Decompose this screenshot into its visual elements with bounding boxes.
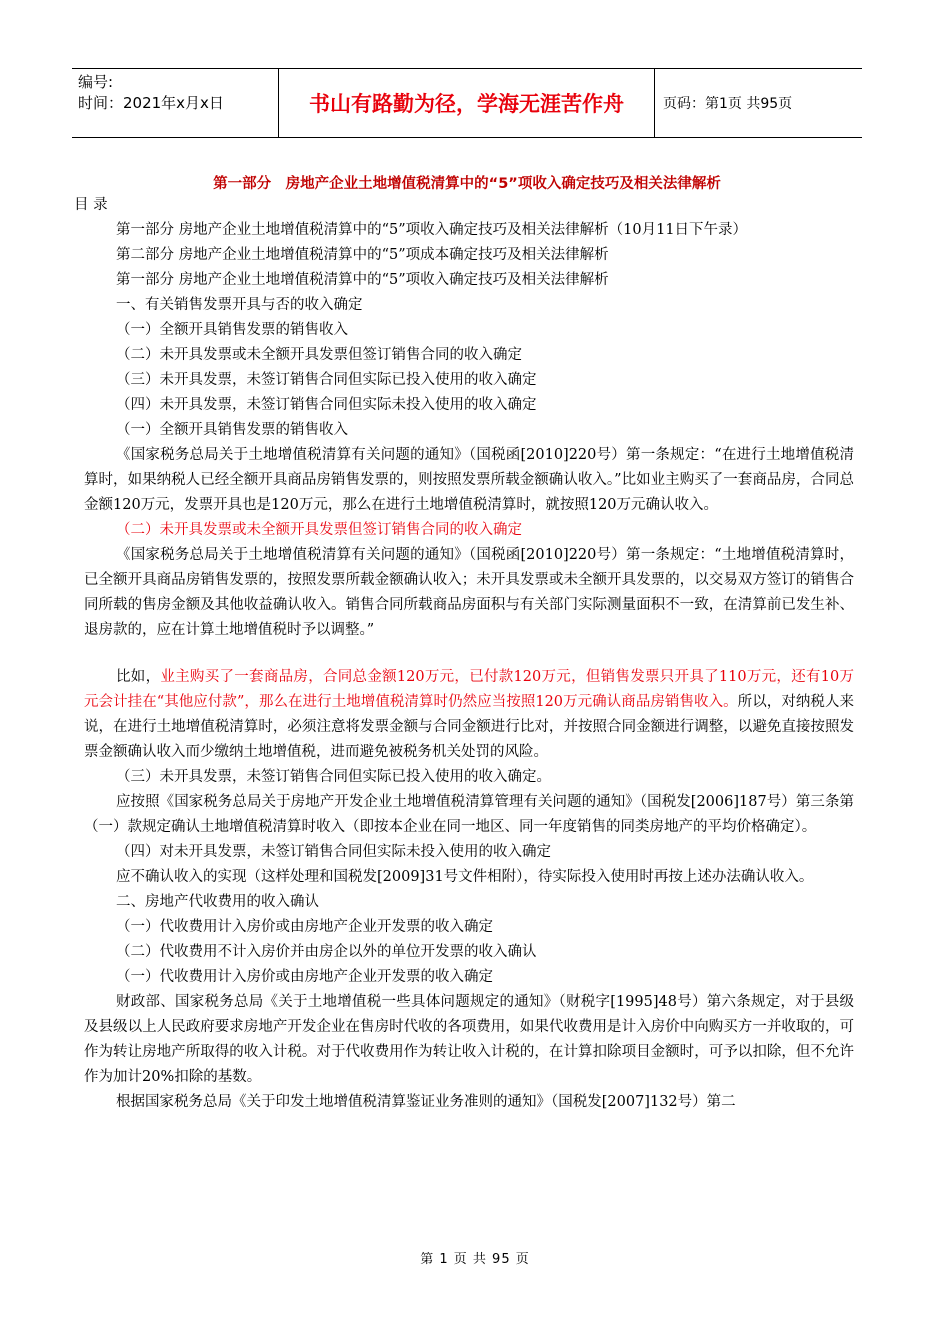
paragraph: 应不确认收入的实现（这样处理和国税发[2009]31号文件相附），待实际投入使用时再按上述办法确认收入。: [116, 869, 814, 885]
toc-label: 目 录: [74, 197, 108, 213]
page-header-table: [72, 68, 862, 138]
list-item: （二）未开具发票或未全额开具发票但签订销售合同的收入确定: [116, 347, 522, 363]
subheading: 二、房地产代收费用的收入确认: [116, 894, 319, 910]
toc-item-2: 第二部分 房地产企业土地增值税清算中的“5”项成本确定技巧及相关法律解析: [116, 247, 609, 263]
spacer: [84, 643, 854, 665]
list-item: （二）代收费用不计入房价并由房企以外的单位开发票的收入确认: [116, 944, 537, 960]
subheading: （四）对未开具发票，未签订销售合同但实际未投入使用的收入确定: [116, 844, 551, 860]
subheading: （一）代收费用计入房价或由房地产企业开发票的收入确定: [116, 969, 493, 985]
list-item: （三）未开具发票，未签订销售合同但实际已投入使用的收入确定: [116, 372, 537, 388]
paragraph: 根据国家税务总局《关于印发土地增值税清算鉴证业务准则的通知》（国税发[2007]132号）第二: [116, 1094, 736, 1110]
time-label: 时间：2021年x月x日: [78, 94, 224, 112]
text-run: 所以，对纳税人来说，在进行土地增值税清算时，必须注意将发票金额与合同金额进行比对，并按照合同金额进行调整，以避免直接按照发票金额确认收入而少缴纳土地增值税，进而避免被税务机关处罚的风险。: [84, 694, 855, 760]
header-meta-cell: [72, 69, 279, 137]
paragraph: 应按照《国家税务总局关于房地产开发企业土地增值税清算管理有关问题的通知》（国税发[2006]187号）第三条第（一）款规定确认土地增值税清算时收入（即按本企业在同一地区、同一年度销售的同类房地产的平均价格确定）。: [84, 794, 854, 835]
list-item: （一）代收费用计入房价或由房地产企业开发票的收入确定: [116, 919, 493, 935]
paragraph: 《国家税务总局关于土地增值税清算有关问题的通知》（国税函[2010]220号）第一条规定：“在进行土地增值税清算时，如果纳税人已经全额开具商品房销售发票的，则按照发票所载金额确认收入。”比如业主购买了一套商品房，合同总金额120万元，发票开具也是120万元，那么在进行土地增值税清算时，就按照120万元确认收入。: [84, 447, 854, 513]
header-page-info: 页码：第1页 共95页: [663, 96, 793, 112]
text-run: 比如，: [116, 669, 161, 685]
page-footer: 第 1 页 共 95 页: [420, 1252, 530, 1267]
subheading: （一）全额开具销售发票的销售收入: [116, 422, 348, 438]
subheading: （三）未开具发票，未签订销售合同但实际已投入使用的收入确定。: [116, 769, 551, 785]
paragraph: [84, 665, 854, 765]
section-heading: 第一部分 房地产企业土地增值税清算中的“5”项收入确定技巧及相关法律解析: [116, 272, 609, 288]
document-title: 第一部分 房地产企业土地增值税清算中的“5”项收入确定技巧及相关法律解析: [213, 176, 721, 192]
paragraph: 财政部、国家税务总局《关于土地增值税一些具体问题规定的通知》（财税字[1995]48号）第六条规定，对于县级及县级以上人民政府要求房地产开发企业在售房时代收的各项费用，如果代收费用是计入房价中向购买方一并收取的，可作为转让房地产所取得的收入计税。对于代收费用作为转让收入计税的，在计算扣除项目金额时，可予以扣除，但不允许作为加计20%扣除的基数。: [84, 994, 854, 1085]
paragraph: 《国家税务总局关于土地增值税清算有关问题的通知》（国税函[2010]220号）第一条规定：“土地增值税清算时，已全额开具商品房销售发票的，按照发票所载金额确认收入；未开具发票或未全额开具发票的，以交易双方签订的销售合同所载的售房金额及其他收益确认收入。销售合同所载商品房面积与有关部门实际测量面积不一致，在清算前已发生补、退房款的，应在计算土地增值税时予以调整。”: [84, 547, 854, 638]
list-item: （四）未开具发票，未签订销售合同但实际未投入使用的收入确定: [116, 397, 537, 413]
list-item: （一）全额开具销售发票的销售收入: [116, 322, 348, 338]
header-motto: 书山有路勤为径，学海无涯苦作舟: [279, 69, 655, 137]
toc-item-1: 第一部分 房地产企业土地增值税清算中的“5”项收入确定技巧及相关法律解析（10月11日下午录）: [116, 222, 748, 238]
highlight-run: 业主购买了一套商品房，合同总金额120万元，已付款120万元，但销售发票只开具了110万元，还有10万元会计挂在“其他应付款”，那么在进行土地增值税清算时仍然应当按照120万元确认商品房销售收入。: [84, 669, 855, 710]
document-body: [74, 193, 855, 1115]
number-label: 编号:: [78, 73, 114, 91]
subheading-highlight: （二）未开具发票或未全额开具发票但签订销售合同的收入确定: [116, 522, 522, 538]
subheading: 一、有关销售发票开具与否的收入确定: [116, 297, 363, 313]
